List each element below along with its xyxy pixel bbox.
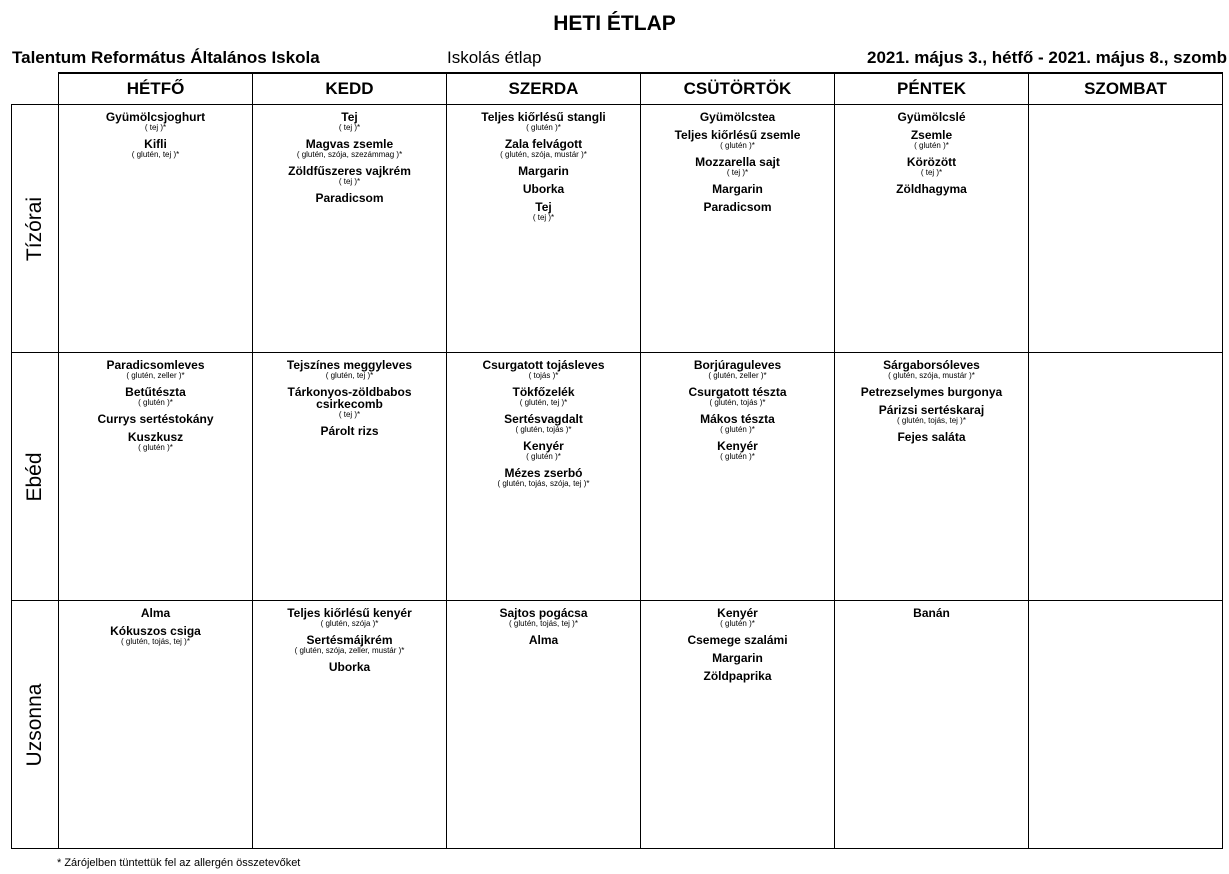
dish-allergens: ( glutén, tej )* <box>131 150 180 159</box>
dish-item <box>59 625 252 646</box>
dish-name: Paradicsom <box>703 200 772 214</box>
dish-name: Paradicsomleves <box>106 358 205 372</box>
dish-allergens: ( glutén, szója )* <box>320 619 379 628</box>
menu-cell <box>835 353 1029 601</box>
meal-label-cell <box>12 601 59 849</box>
dish-name: Zsemle <box>910 128 953 142</box>
dish-allergens: ( glutén )* <box>138 398 173 407</box>
dish-allergens: ( glutén, szója, mustár )* <box>888 371 975 380</box>
dish-name: Kenyér <box>717 439 758 453</box>
dish-item <box>447 607 640 628</box>
dish-allergens: ( glutén, szója, zeller, mustár )* <box>294 646 405 655</box>
menu-cell <box>1029 105 1223 353</box>
meal-row-ebed <box>12 353 1223 601</box>
dish-item <box>835 607 1028 619</box>
dish-item <box>59 607 252 619</box>
dish-allergens: ( tej )* <box>920 168 943 177</box>
dish-name: Zöldpaprika <box>703 669 772 683</box>
dish-item <box>447 165 640 177</box>
dish-name: Banán <box>913 606 950 620</box>
dish-name: Margarin <box>712 651 763 665</box>
meal-label: Ebéd <box>23 451 46 502</box>
menu-cell <box>447 601 641 849</box>
dish-item <box>253 386 446 419</box>
dish-allergens: ( tej )* <box>338 410 361 419</box>
dish-name: Tej <box>341 110 358 124</box>
menu-cell <box>835 105 1029 353</box>
dish-item <box>641 413 834 434</box>
dish-allergens: ( glutén, tej )* <box>325 371 374 380</box>
school-name: Talentum Református Általános Iskola <box>12 48 320 67</box>
dish-name: Currys sertéstokány <box>97 412 214 426</box>
dish-allergens: ( glutén, zeller )* <box>708 371 767 380</box>
menu-cell <box>253 601 447 849</box>
dish-item <box>59 431 252 452</box>
dish-item <box>447 183 640 195</box>
meal-label-cell <box>12 353 59 601</box>
dish-name: Kifli <box>144 137 167 151</box>
dish-item <box>253 192 446 204</box>
dish-allergens: ( glutén )* <box>526 123 561 132</box>
dish-name: Tárkonyos-zöldbabos csirkecomb <box>287 385 412 411</box>
dish-allergens: ( tej )* <box>144 123 167 132</box>
dish-item <box>641 201 834 213</box>
dish-name: Fejes saláta <box>897 430 966 444</box>
day-header-tuesday: KEDD <box>253 73 447 105</box>
dish-name: Zöldhagyma <box>896 182 967 196</box>
dish-allergens: ( glutén, szója, szezámmag )* <box>296 150 403 159</box>
dish-item <box>641 111 834 123</box>
dish-item <box>641 156 834 177</box>
dish-name: Magvas zsemle <box>305 137 394 151</box>
menu-cell <box>641 353 835 601</box>
dish-item <box>447 634 640 646</box>
menu-cell <box>253 105 447 353</box>
page-title: HETI ÉTLAP <box>553 12 676 35</box>
dish-allergens: ( glutén )* <box>526 452 561 461</box>
dish-item <box>835 386 1028 398</box>
dish-name: Körözött <box>906 155 957 169</box>
dish-item <box>253 607 446 628</box>
dish-name: Sajtos pogácsa <box>499 606 588 620</box>
dish-item <box>253 138 446 159</box>
day-header-row <box>12 73 1223 105</box>
dish-name: Gyümölcstea <box>699 110 776 124</box>
dish-item <box>59 413 252 425</box>
dish-name: Kókuszos csiga <box>110 624 201 638</box>
dish-allergens: ( tej )* <box>338 123 361 132</box>
dish-name: Csurgatott tojásleves <box>482 358 605 372</box>
meal-label: Tízórai <box>23 196 46 261</box>
dish-name: Teljes kiőrlésű zsemle <box>674 128 801 142</box>
dish-item <box>835 111 1028 123</box>
dish-name: Paradicsom <box>315 191 384 205</box>
dish-item <box>59 386 252 407</box>
dish-name: Gyümölcslé <box>897 110 966 124</box>
meal-row-tizorai <box>12 105 1223 353</box>
dish-allergens: ( glutén )* <box>720 141 755 150</box>
menu-type: Iskolás étlap <box>447 48 542 67</box>
dish-allergens: ( glutén )* <box>720 452 755 461</box>
date-range: 2021. május 3., hétfő - 2021. május 8., szomb <box>867 48 1227 67</box>
dish-item <box>835 431 1028 443</box>
meal-row-uzsonna <box>12 601 1223 849</box>
dish-name: Mozzarella sajt <box>695 155 780 169</box>
dish-name: Petrezselymes burgonya <box>860 385 1003 399</box>
day-header-monday: HÉTFŐ <box>59 73 253 105</box>
menu-cell <box>59 105 253 353</box>
dish-item <box>641 129 834 150</box>
dish-item <box>253 165 446 186</box>
dish-name: Tejszínes meggyleves <box>286 358 413 372</box>
dish-name: Tej <box>535 200 552 214</box>
dish-allergens: ( glutén, tojás, tej )* <box>509 619 578 628</box>
corner-cell <box>12 73 59 105</box>
allergen-footnote: * Zárójelben tüntettük fel az allergén összetevőket <box>57 857 301 869</box>
dish-name: Kenyér <box>523 439 564 453</box>
dish-item <box>641 386 834 407</box>
dish-item <box>253 634 446 655</box>
meal-label-cell <box>12 105 59 353</box>
menu-cell <box>447 353 641 601</box>
dish-name: Margarin <box>518 164 569 178</box>
dish-item <box>447 111 640 132</box>
dish-allergens: ( tej )* <box>532 213 555 222</box>
dish-name: Margarin <box>712 182 763 196</box>
dish-name: Kuszkusz <box>127 430 184 444</box>
menu-cell <box>59 353 253 601</box>
dish-item <box>641 183 834 195</box>
dish-name: Csemege szalámi <box>687 633 788 647</box>
dish-item <box>59 359 252 380</box>
dish-item <box>253 425 446 437</box>
dish-allergens: ( glutén )* <box>720 425 755 434</box>
dish-item <box>447 138 640 159</box>
menu-cell <box>835 601 1029 849</box>
dish-item <box>253 111 446 132</box>
dish-allergens: ( glutén, tej )* <box>519 398 568 407</box>
dish-allergens: ( glutén, szója, mustár )* <box>500 150 587 159</box>
dish-allergens: ( glutén, tojás, tej )* <box>121 637 190 646</box>
weekly-menu-table <box>11 72 1223 849</box>
menu-cell <box>59 601 253 849</box>
day-header-friday: PÉNTEK <box>835 73 1029 105</box>
dish-name: Alma <box>528 633 559 647</box>
dish-name: Alma <box>140 606 171 620</box>
dish-allergens: ( glutén )* <box>720 619 755 628</box>
dish-item <box>253 661 446 673</box>
dish-item <box>835 156 1028 177</box>
dish-item <box>447 440 640 461</box>
menu-cell <box>1029 353 1223 601</box>
day-header-thursday: CSÜTÖRTÖK <box>641 73 835 105</box>
dish-item <box>641 652 834 664</box>
dish-name: Gyümölcsjoghurt <box>105 110 206 124</box>
menu-cell <box>253 353 447 601</box>
dish-item <box>641 670 834 682</box>
dish-item <box>835 183 1028 195</box>
dish-item <box>447 359 640 380</box>
dish-allergens: ( tej )* <box>726 168 749 177</box>
dish-name: Sárgaborsóleves <box>883 358 980 372</box>
day-header-saturday: SZOMBAT <box>1029 73 1223 105</box>
dish-item <box>641 359 834 380</box>
dish-name: Párizsi sertéskaraj <box>878 403 985 417</box>
menu-cell <box>641 105 835 353</box>
dish-item <box>835 359 1028 380</box>
dish-allergens: ( glutén, tojás )* <box>709 398 766 407</box>
dish-allergens: ( glutén )* <box>138 443 173 452</box>
dish-allergens: ( tojás )* <box>528 371 559 380</box>
dish-name: Sertésmájkrém <box>306 633 393 647</box>
dish-item <box>447 467 640 488</box>
dish-name: Párolt rizs <box>320 424 379 438</box>
dish-item <box>641 440 834 461</box>
dish-item <box>447 413 640 434</box>
dish-item <box>835 129 1028 150</box>
dish-item <box>447 201 640 222</box>
meal-label: Uzsonna <box>23 683 46 766</box>
dish-allergens: ( glutén, zeller )* <box>126 371 185 380</box>
dish-item <box>59 138 252 159</box>
dish-allergens: ( glutén )* <box>914 141 949 150</box>
dish-item <box>253 359 446 380</box>
dish-name: Uborka <box>328 660 371 674</box>
dish-name: Borjúraguleves <box>693 358 782 372</box>
dish-name: Mákos tészta <box>700 412 775 426</box>
dish-allergens: ( glutén, tojás )* <box>515 425 572 434</box>
dish-name: Zöldfűszeres vajkrém <box>288 164 411 178</box>
dish-allergens: ( glutén, tojás, tej )* <box>897 416 966 425</box>
dish-name: Zala felvágott <box>504 137 583 151</box>
dish-name: Tökfőzelék <box>512 385 575 399</box>
dish-name: Mézes zserbó <box>504 466 583 480</box>
dish-name: Betűtészta <box>125 385 186 399</box>
menu-cell <box>447 105 641 353</box>
dish-name: Teljes kiőrlésű stangli <box>481 110 606 124</box>
dish-name: Teljes kiőrlésű kenyér <box>287 606 412 620</box>
dish-item <box>641 634 834 646</box>
dish-allergens: ( glutén, tojás, szója, tej )* <box>497 479 590 488</box>
day-header-wednesday: SZERDA <box>447 73 641 105</box>
dish-name: Csurgatott tészta <box>688 385 787 399</box>
dish-name: Uborka <box>522 182 565 196</box>
menu-cell <box>641 601 835 849</box>
dish-item <box>641 607 834 628</box>
menu-cell <box>1029 601 1223 849</box>
dish-name: Sertésvagdalt <box>504 412 583 426</box>
dish-name: Kenyér <box>717 606 758 620</box>
dish-allergens: ( tej )* <box>338 177 361 186</box>
dish-item <box>835 404 1028 425</box>
dish-item <box>447 386 640 407</box>
dish-item <box>59 111 252 132</box>
